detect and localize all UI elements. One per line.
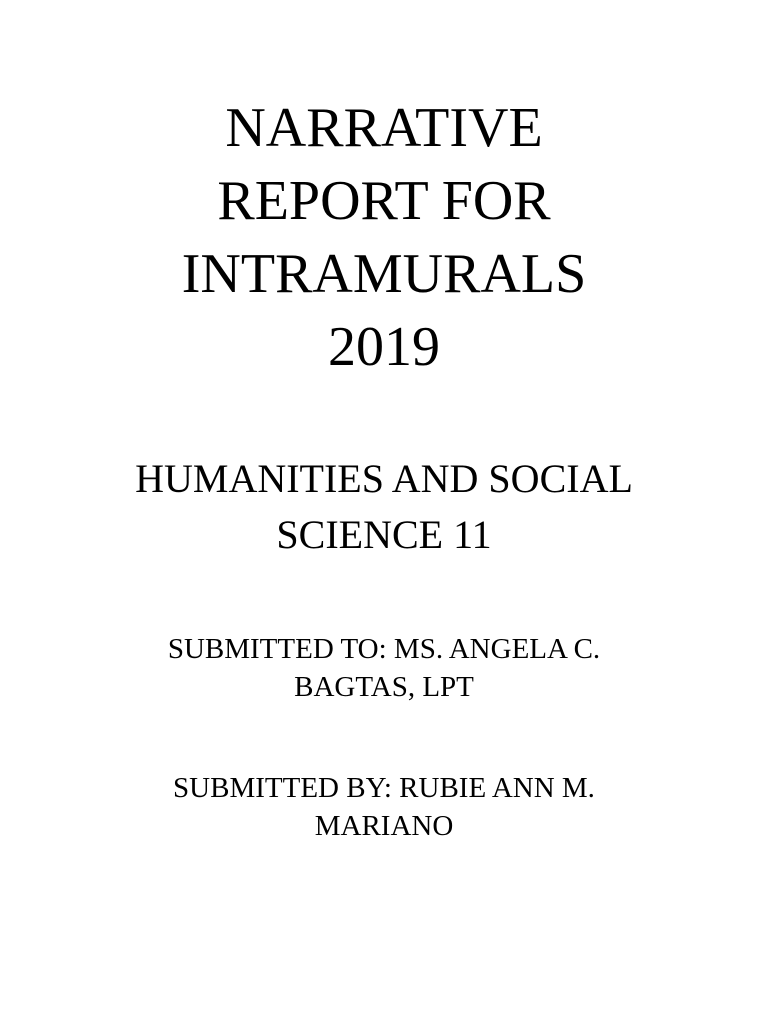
report-title bbox=[0, 92, 768, 384]
title-line-2: REPORT FOR bbox=[217, 170, 551, 232]
submitted-by bbox=[0, 769, 768, 845]
submitted-to bbox=[0, 630, 768, 706]
submitted-by-line-1: SUBMITTED BY: RUBIE ANN M. bbox=[173, 772, 595, 804]
subject-line-2: SCIENCE 11 bbox=[276, 512, 492, 557]
submitted-by-line-2: MARIANO bbox=[314, 810, 454, 842]
title-line-1: NARRATIVE bbox=[225, 97, 543, 159]
subject-heading bbox=[0, 451, 768, 563]
title-year: 2019 bbox=[328, 316, 440, 378]
title-line-3: INTRAMURALS bbox=[181, 243, 587, 305]
submitted-to-line-2: BAGTAS, LPT bbox=[294, 671, 474, 703]
subject-line-1: HUMANITIES AND SOCIAL bbox=[135, 456, 633, 501]
submitted-to-line-1: SUBMITTED TO: MS. ANGELA C. bbox=[167, 633, 601, 665]
